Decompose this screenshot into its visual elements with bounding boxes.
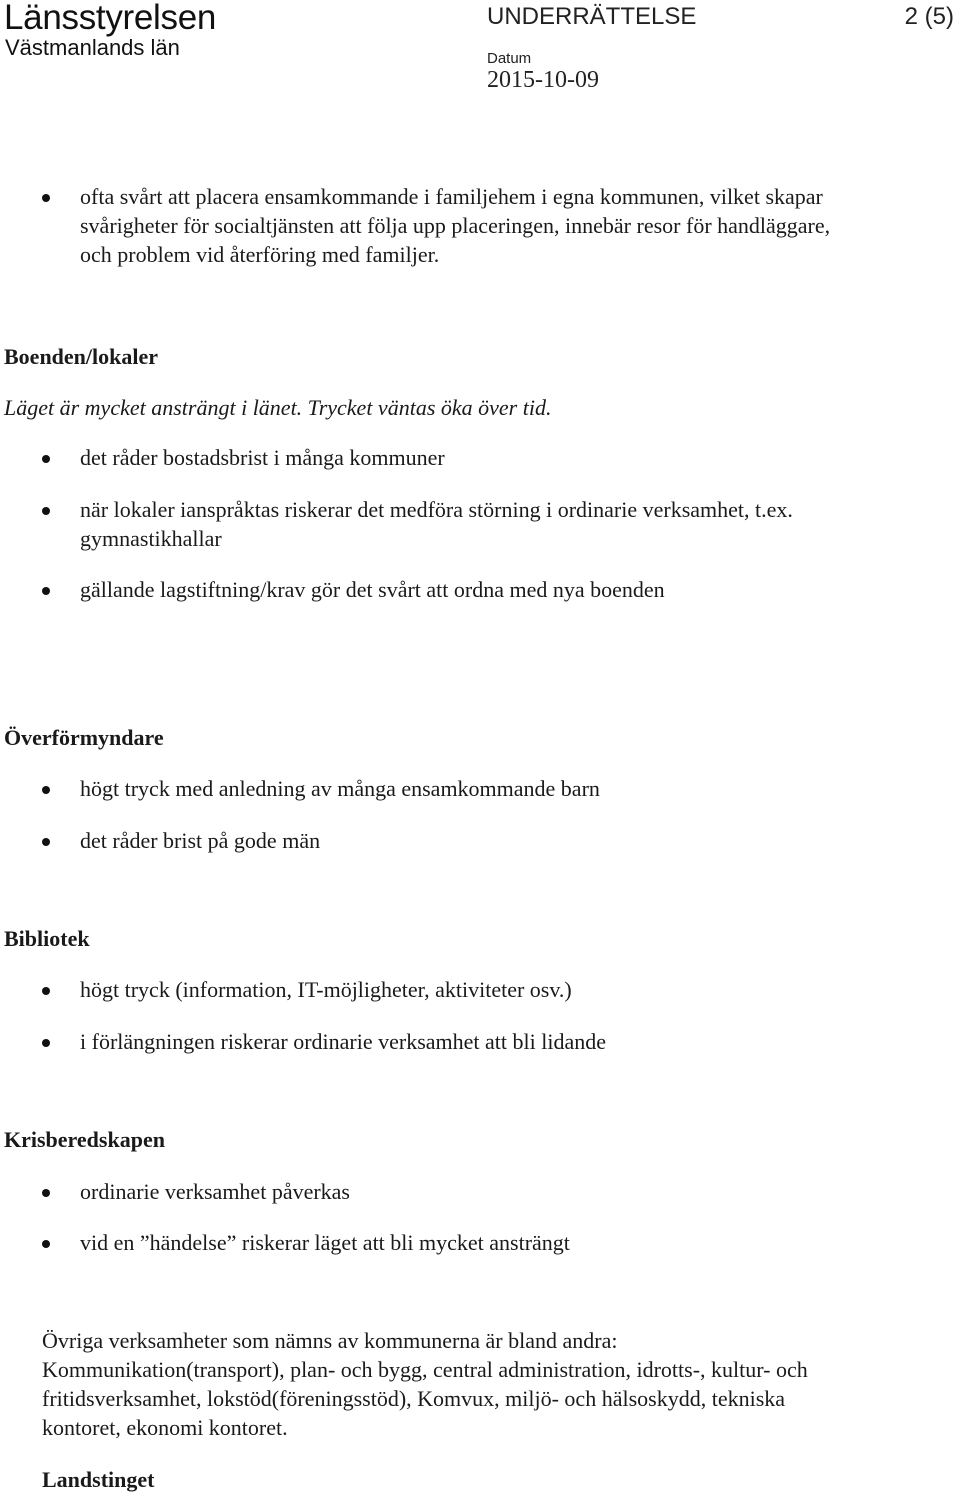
section-heading-boenden: Boenden/lokaler [4, 344, 159, 369]
section-heading-krisberedskapen: Krisberedskapen [4, 1127, 165, 1152]
logo-sub-text: Västmanlands län [5, 35, 180, 60]
logo-main-text: Länsstyrelsen [4, 0, 217, 37]
section-heading-landstinget: Landstinget [42, 1467, 155, 1492]
list-item: ofta svårt att placera ensamkommande i familjehem i egna kommunen, vilket skapar svårigheter för socialtjänsten att följa upp placeringen, innebär resor för handläggare, och problem vid återföring med familjer. [80, 182, 860, 269]
page-number: 2 (5) [904, 3, 954, 30]
list-item: när lokaler ianspråktas riskerar det medföra störning i ordinarie verksamhet, t.ex. gymnastikhallar [80, 495, 860, 553]
agency-logo [4, 0, 216, 60]
list-item: ordinarie verksamhet påverkas [80, 1177, 860, 1206]
ovriga-paragraph: Övriga verksamheter som nämns av kommunerna är bland andra: Kommunikation(transport), plan- och bygg, central administration, idrotts-, kultur- och fritidsverksamhet, lokstöd(föreningsstöd), Komvux, miljö- och hälsoskydd, tekniska kontoret, ekonomi kontoret. [42, 1328, 808, 1440]
boenden-intro: Läget är mycket ansträngt i länet. Trycket väntas öka över tid. [4, 395, 552, 420]
section-heading-overformyndare: Överförmyndare [4, 725, 164, 750]
section-heading-bibliotek: Bibliotek [4, 926, 90, 951]
date-label: Datum [487, 50, 532, 67]
list-item: det råder bostadsbrist i många kommuner [80, 443, 860, 472]
list-item: högt tryck (information, IT-möjligheter, aktiviteter osv.) [80, 975, 860, 1004]
date-value: 2015-10-09 [487, 67, 599, 93]
list-item: i förlängningen riskerar ordinarie verksamhet att bli lidande [80, 1027, 860, 1056]
list-item: vid en ”händelse” riskerar läget att bli mycket ansträngt [80, 1228, 860, 1257]
document-type: UNDERRÄTTELSE [487, 3, 697, 30]
list-item: gällande lagstiftning/krav gör det svårt att ordna med nya boenden [80, 575, 860, 604]
list-item: högt tryck med anledning av många ensamkommande barn [80, 774, 860, 803]
list-item: det råder brist på gode män [80, 826, 860, 855]
